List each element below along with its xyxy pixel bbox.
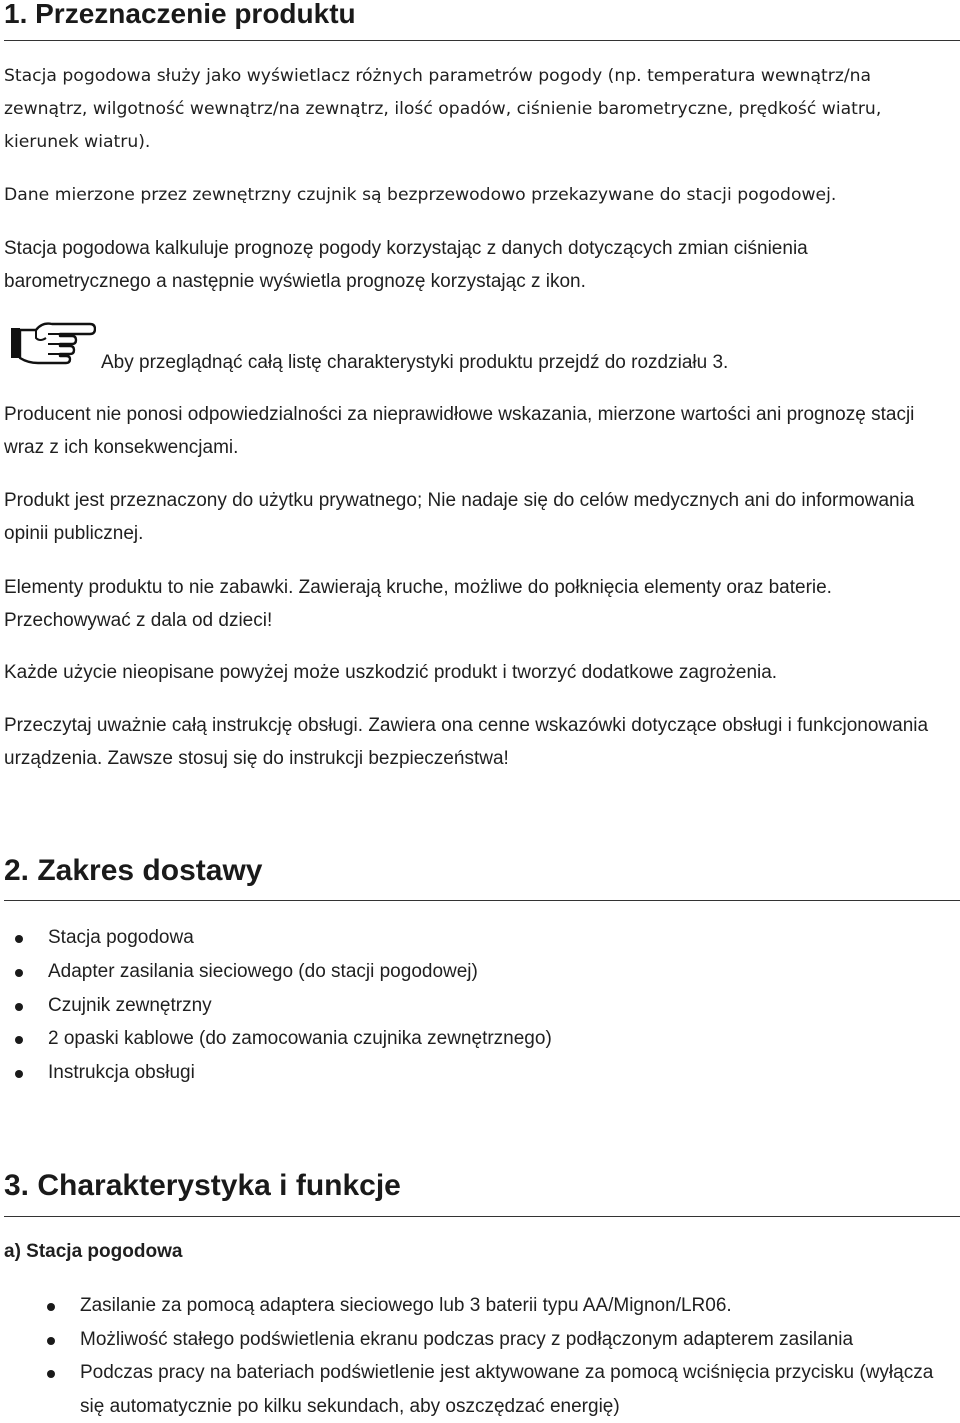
list-item: 2 opaski kablowe (do zamocowania czujnika zewnętrznego)	[48, 1022, 948, 1056]
bullet-icon	[47, 1370, 55, 1378]
section-1-rule	[4, 40, 960, 41]
bullet-icon	[15, 969, 23, 977]
section-1-paragraph-1: Stacja pogodowa służy jako wyświetlacz różnych parametrów pogody (np. temperatura wewnątrz/na zewnątrz, wilgotność wewnątrz/na zewnątrz, ilość opadów, ciśnienie barometryczne, prędkość wiatru, kierunek wiatru).	[4, 66, 882, 152]
section-1-paragraph-2: Dane mierzone przez zewnętrzny czujnik są bezprzewodowo przekazywane do stacji pogodowej.	[4, 185, 837, 205]
note-text: Aby przeglądnąć całą listę charakterystyki produktu przejdź do rozdziału 3.	[101, 352, 729, 373]
section-1-paragraph-6: Elementy produktu to nie zabawki. Zawierają kruche, możliwe do połknięcia elementy oraz baterie. Przechowywać z dala od dzieci!	[4, 577, 832, 631]
section-2-heading: 2. Zakres dostawy	[4, 854, 263, 887]
list-item: Możliwość stałego podświetlenia ekranu podczas pracy z podłączonym adapterem zasilania	[80, 1323, 950, 1357]
bullet-icon	[15, 1070, 23, 1078]
list-item: Podczas pracy na bateriach podświetlenie jest aktywowane za pomocą wciśnięcia przycisku (wyłącza się automatycznie po kilku sekundach, aby oszczędzać energię)	[80, 1356, 950, 1423]
list-item: Zasilanie za pomocą adaptera sieciowego lub 3 baterii typu AA/Mignon/LR06.	[80, 1289, 950, 1323]
section-1-heading: 1. Przeznaczenie produktu	[4, 0, 356, 29]
section-3-rule	[4, 1216, 960, 1217]
features-list	[80, 1289, 950, 1423]
section-1-paragraph-4: Producent nie ponosi odpowiedzialności za nieprawidłowe wskazania, mierzone wartości ani prognozę stacji wraz z ich konsekwencjami.	[4, 404, 915, 458]
bullet-icon	[15, 935, 23, 943]
section-2-rule	[4, 900, 960, 901]
delivery-list	[48, 921, 948, 1090]
section-3-subheading: a) Stacja pogodowa	[4, 1241, 183, 1262]
list-item: Czujnik zewnętrzny	[48, 989, 948, 1023]
bullet-icon	[47, 1303, 55, 1311]
section-1-paragraph-3: Stacja pogodowa kalkuluje prognozę pogody korzystając z danych dotyczących zmian ciśnienia barometrycznego a następnie wyświetla prognozę korzystając z ikon.	[4, 238, 808, 292]
section-1-paragraph-5: Produkt jest przeznaczony do użytku prywatnego; Nie nadaje się do celów medycznych ani do informowania opinii publicznej.	[4, 490, 915, 544]
list-item: Instrukcja obsługi	[48, 1056, 948, 1090]
section-1-paragraph-7: Każde użycie nieopisane powyżej może uszkodzić produkt i tworzyć dodatkowe zagrożenia.	[4, 662, 778, 683]
list-item: Adapter zasilania sieciowego (do stacji pogodowej)	[48, 955, 948, 989]
section-1-paragraph-8: Przeczytaj uważnie całą instrukcję obsługi. Zawiera ona cenne wskazówki dotyczące obsługi i funkcjonowania urządzenia. Zawsze stosuj się do instrukcji bezpieczeństwa!	[4, 715, 929, 769]
section-3-heading: 3. Charakterystyka i funkcje	[4, 1169, 401, 1202]
list-item: Stacja pogodowa	[48, 921, 948, 955]
bullet-icon	[47, 1337, 55, 1345]
bullet-icon	[15, 1036, 23, 1044]
pointing-hand-icon	[10, 320, 96, 366]
bullet-icon	[15, 1003, 23, 1011]
